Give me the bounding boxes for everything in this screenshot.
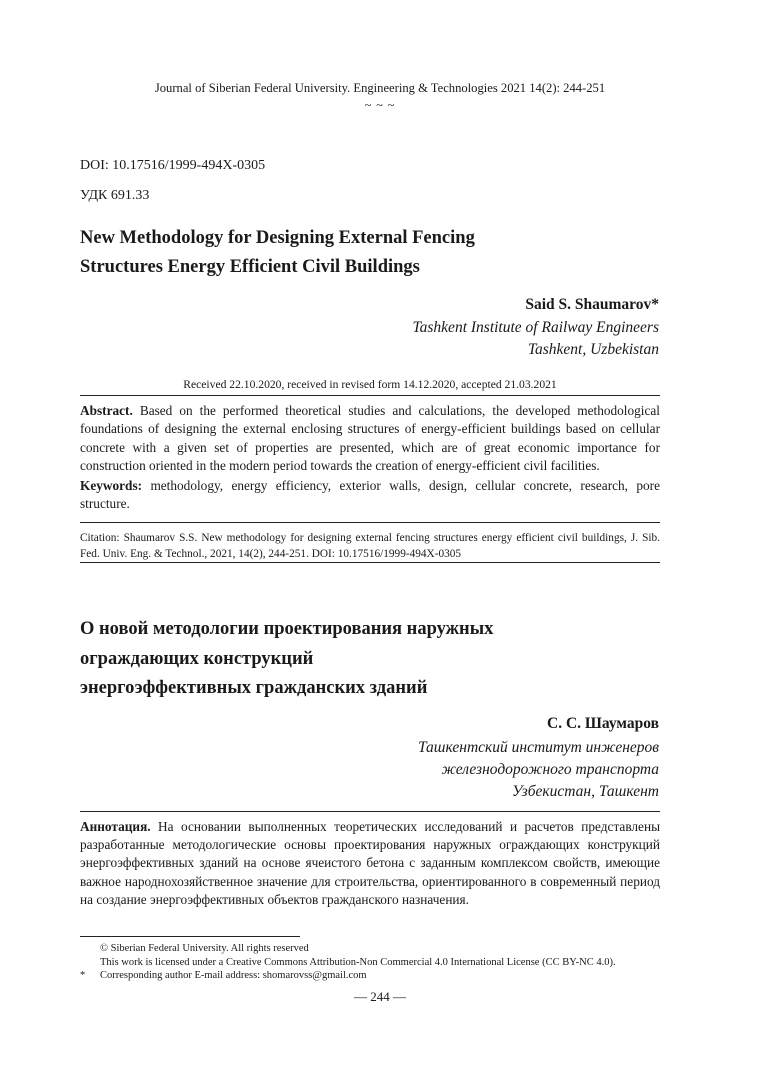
english-affiliation — [412, 317, 659, 361]
citation: Citation: Shaumarov S.S. New methodology for designing external fencing structures energy efficient civil buildings, J. Sib. Fed. Univ. Eng. & Technol., 2021, 14(2), 244-251. DOI: 10.17516/1999-494X-0305 — [80, 532, 660, 560]
footnote-asterisk: * — [80, 970, 86, 981]
russian-affiliation — [418, 737, 659, 803]
russian-title-line2: ограждающих конструкций — [80, 648, 314, 669]
abstract — [80, 402, 660, 475]
udk: УДК 691.33 — [80, 188, 150, 203]
english-author: Said S. Shaumarov* — [525, 296, 659, 313]
divider-citation-bottom — [80, 562, 660, 563]
abstract-text: Based on the performed theoretical studies and calculations, the developed methodological foundations of designing the external enclosing structures of energy-efficient buildings based on cellular concrete with a given set of properties are presented, which are of great economic importance for construction oriented in the modern period towards the creation of energy-efficient civil facilities. — [80, 403, 660, 473]
english-affiliation-line1: Tashkent Institute of Railway Engineers — [412, 319, 659, 336]
english-affiliation-line2: Tashkent, Uzbekistan — [527, 341, 659, 358]
divider-russian — [80, 811, 660, 812]
russian-affiliation-line3: Узбекистан, Ташкент — [512, 783, 659, 800]
russian-author: С. С. Шаумаров — [547, 715, 659, 732]
page-number: — 244 — — [354, 989, 406, 1004]
russian-affiliation-line1: Ташкентский институт инженеров — [418, 739, 659, 756]
footnote-corresponding-text: Corresponding author E-mail address: shomarovss@gmail.com — [100, 970, 367, 981]
russian-title-line3: энергоэффективных гражданских зданий — [80, 678, 428, 698]
annotation-label: Аннотация. — [80, 819, 151, 834]
keywords — [80, 477, 660, 514]
english-title-line1: New Methodology for Designing External Fencing — [80, 228, 475, 248]
keywords-label: Keywords: — [80, 478, 143, 493]
divider-citation-top — [80, 522, 660, 523]
annotation-text: На основании выполненных теоретических исследований и расчетов представлены разработанные методологические основы проектирования наружных ограждающих конструкций энергоэффективных зданий на основе ячеистого бетона с заданным комплексом свойств, имеющие важное народнохозяйственное значение для строительства, ориентированного в современный период на создание энергоэффективных объектов гражданского назначения. — [80, 819, 661, 907]
english-title — [80, 224, 640, 282]
journal-header: Journal of Siberian Federal University. Engineering & Technologies 2021 14(2): 244-251 — [154, 81, 606, 95]
received-dates: Received 22.10.2020, received in revised form 14.12.2020, accepted 21.03.2021 — [183, 378, 557, 391]
divider-top — [80, 395, 660, 396]
footnote-license: This work is licensed under a Creative Commons Attribution-Non Commercial 4.0 International License (CC BY-NC 4.0). — [100, 957, 616, 968]
russian-affiliation-line2: железнодорожного транспорта — [441, 761, 659, 778]
doi: DOI: 10.17516/1999-494X-0305 — [80, 158, 266, 173]
footnote-copyright: © Siberian Federal University. All rights reserved — [100, 943, 309, 954]
russian-title-line1: О новой методологии проектирования наружных — [80, 619, 494, 639]
russian-title — [80, 615, 680, 704]
abstract-label: Abstract. — [80, 403, 133, 418]
header-ornament: ~ ~ ~ — [364, 98, 396, 112]
footnote-divider — [80, 936, 300, 937]
footnote-corresponding — [80, 969, 660, 983]
english-title-line2: Structures Energy Efficient Civil Buildings — [80, 257, 420, 277]
annotation — [80, 818, 660, 909]
keywords-text: methodology, energy efficiency, exterior walls, design, cellular concrete, research, pore structure. — [80, 478, 661, 512]
